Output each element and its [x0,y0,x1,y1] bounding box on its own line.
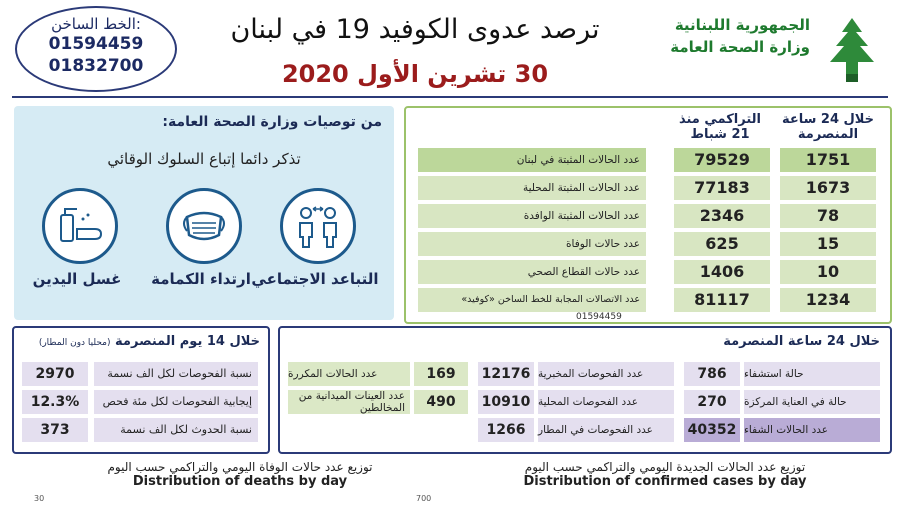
stats-row-label: عدد الحالات المثبتة الوافدة [418,204,646,228]
stats-row-24h: 1673 [780,176,876,200]
deaths-chart-title-ar: توزيع عدد حالات الوفاة اليومي والتراكمي حسب اليوم [107,460,373,474]
last-14-label: نسبة الحدوث لكل الف نسمة [94,418,258,442]
deaths-chart-axis-tick: 30 [34,494,45,503]
face-mask-icon [166,188,242,264]
last-14-note: (محليا دون المطار) [38,338,111,348]
ministry-line-2: وزارة الصحة العامة [670,38,810,56]
stats-row-cumulative: 77183 [674,176,770,200]
stats-row-cumulative: 2346 [674,204,770,228]
cell-value: 10910 [478,390,534,414]
ministry-logo-icon [818,14,886,86]
hotline-number-1: 01594459 [48,34,144,54]
hand-washing-icon [42,188,118,264]
col-header-cumulative: التراكمي منذ 21 شباط [678,112,761,142]
hotline-box [15,6,177,92]
social-distancing-icon [280,188,356,264]
stats-row-label: عدد حالات القطاع الصحي [418,260,646,284]
recommendations-subheading: تذكر دائما إتباع السلوك الوقائي [107,150,301,168]
last-14-label: نسبة الفحوصات لكل الف نسمة [94,362,258,386]
cell-value: 270 [684,390,740,414]
last-24-hours-panel [278,326,892,454]
header-divider [12,96,888,98]
action-wash-hands: غسل اليدين [32,270,122,288]
page-title: ترصد عدوى الكوفيد 19 في لبنان [230,14,600,45]
action-wear-mask: ارتداء الكمامة [151,270,251,288]
action-social-distancing: التباعد الاجتماعي [251,270,379,288]
stats-row-24h: 1751 [780,148,876,172]
stats-row-label: عدد الحالات المثبتة المحلية [418,176,646,200]
cases-chart-title-en: Distribution of confirmed cases by day [523,474,807,489]
stats-row-24h: 78 [780,204,876,228]
hotline-number-2: 01832700 [48,56,144,76]
cell-value: 40352 [684,418,740,442]
ministry-line-1: الجمهورية اللبنانية [674,16,810,34]
stats-hotline-number: 01594459 [576,312,622,322]
stats-row-24h: 1234 [780,288,876,312]
stats-row-24h: 10 [780,260,876,284]
col-header-24h: خلال 24 ساعة المنصرمة [781,112,875,142]
local-tests-cell [478,390,674,414]
last-14-value: 2970 [22,362,88,386]
ministry-name [660,14,810,58]
recommendations-panel [14,106,394,320]
recommendations-heading: من توصيات وزارة الصحة العامة: [162,114,382,130]
recovered-cell [684,418,880,442]
stats-row-label: عدد حالات الوفاة [418,232,646,256]
cell-label: عدد الحالات الشفاء [744,418,880,442]
stats-row-cumulative: 81117 [674,288,770,312]
cell-label: عدد الفحوصات في المطار [538,418,674,442]
lab-tests-cell [478,362,674,386]
cell-value: 169 [414,362,468,386]
cell-label: عدد العينات الميدانية من المخالطين [288,390,410,414]
cell-label: حالة استشفاء [744,362,880,386]
last-14-value: 12.3% [22,390,88,414]
stats-row-cumulative: 79529 [674,148,770,172]
cell-label: حالة في العناية المركزة [744,390,880,414]
stats-row-cumulative: 625 [674,232,770,256]
last-14-label: إيجابية الفحوصات لكل مئة فحص [94,390,258,414]
cases-chart-title-ar: توزيع عدد الحالات الجديدة اليومي والتراكمي حسب اليوم [524,460,806,474]
cell-label: عدد الفحوصات المخبرية [538,362,674,386]
last-24-heading: خلال 24 ساعة المنصرمة [723,334,880,349]
cases-chart-axis-tick: 700 [416,494,432,503]
stats-row-cumulative: 1406 [674,260,770,284]
cell-label: عدد الفحوصات المحلية [538,390,674,414]
repeated-cases-cell [288,362,468,386]
stats-row-label: عدد الاتصالات المجابة للخط الساخن «كوفيد» [418,288,646,312]
cell-label: عدد الحالات المكررة [288,362,410,386]
deaths-chart-heading [80,460,400,489]
icu-cell [684,390,880,414]
last-14-heading [39,334,260,349]
cell-value: 786 [684,362,740,386]
hospitalized-cell [684,362,880,386]
stats-row-label: عدد الحالات المثبتة في لبنان [418,148,646,172]
last-14-days-panel [12,326,270,454]
last-14-title: خلال 14 يوم المنصرمة [115,334,260,349]
field-samples-cell [288,390,468,414]
report-date: 30 تشرين الأول 2020 [281,60,549,88]
cases-chart-heading [520,460,810,489]
cell-value: 12176 [478,362,534,386]
stats-row-24h: 15 [780,232,876,256]
hotline-title: الخط الساخن: [51,15,141,33]
deaths-chart-title-en: Distribution of deaths by day [132,474,348,489]
last-14-value: 373 [22,418,88,442]
cell-value: 1266 [478,418,534,442]
cell-value: 490 [414,390,468,414]
airport-tests-cell [478,418,674,442]
stats-panel [404,106,892,324]
